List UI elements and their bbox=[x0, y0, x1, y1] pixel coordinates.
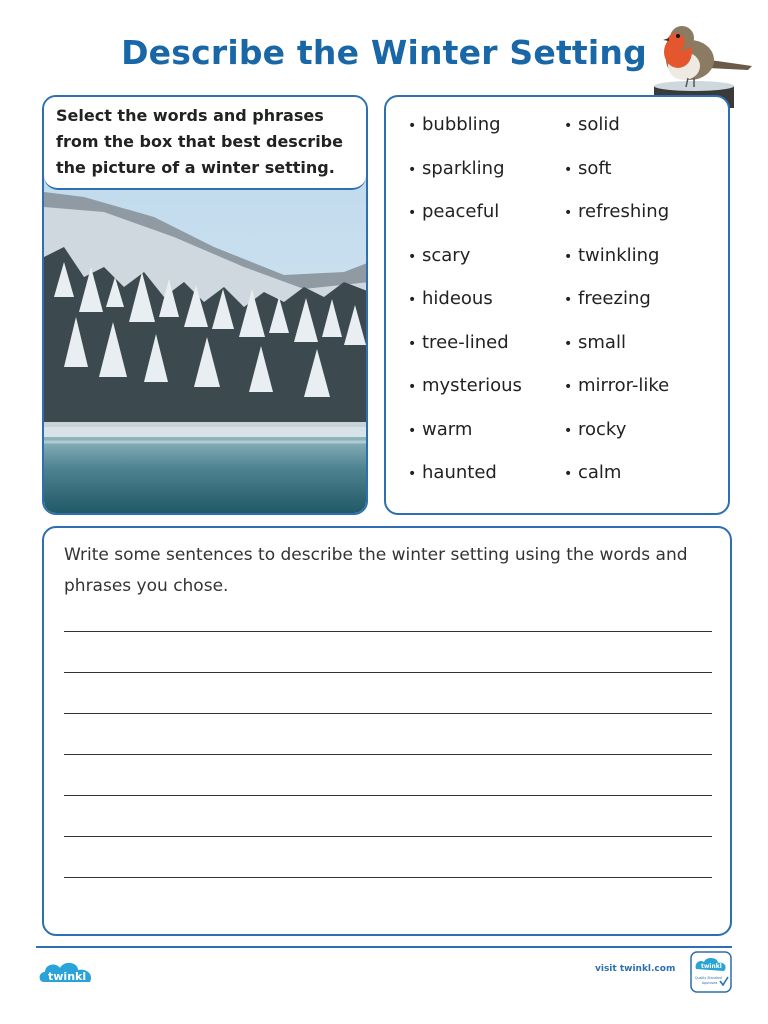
word-bank-item bbox=[564, 158, 611, 179]
writing-line[interactable] bbox=[64, 754, 712, 755]
bullet-icon: • bbox=[564, 161, 573, 178]
footer-divider bbox=[36, 946, 732, 948]
word-label: calm bbox=[578, 462, 622, 483]
word-label: tree-lined bbox=[422, 331, 509, 353]
bullet-icon: • bbox=[564, 466, 573, 482]
quality-badge bbox=[690, 951, 732, 993]
bullet-icon: • bbox=[564, 335, 573, 352]
bullet-icon: • bbox=[408, 118, 417, 134]
instruction-text: Select the words and phrases from the box that best describe the picture of a winter setting. bbox=[44, 97, 366, 190]
winter-photo-panel bbox=[42, 95, 368, 515]
word-bank-item bbox=[408, 201, 499, 222]
word-bank-item bbox=[564, 462, 621, 483]
svg-text:twinkl: twinkl bbox=[48, 970, 87, 983]
bullet-icon: • bbox=[408, 379, 417, 395]
word-bank-item bbox=[408, 114, 501, 135]
word-label: warm bbox=[422, 418, 473, 440]
writing-line[interactable] bbox=[64, 795, 712, 796]
word-bank-item bbox=[564, 201, 669, 222]
word-bank-item bbox=[408, 245, 470, 266]
word-bank-item bbox=[408, 375, 522, 396]
word-label: solid bbox=[578, 114, 620, 135]
svg-text:Approved: Approved bbox=[702, 981, 718, 985]
bullet-icon: • bbox=[408, 335, 417, 352]
word-bank-item bbox=[408, 462, 497, 483]
writing-line[interactable] bbox=[64, 631, 712, 632]
writing-line[interactable] bbox=[64, 877, 712, 878]
word-bank-box bbox=[384, 95, 730, 515]
word-label: twinkling bbox=[578, 244, 660, 266]
bullet-icon: • bbox=[564, 205, 573, 221]
writing-line[interactable] bbox=[64, 713, 712, 714]
word-label: small bbox=[578, 331, 626, 353]
svg-text:twinkl: twinkl bbox=[701, 963, 722, 970]
word-bank-item bbox=[408, 288, 493, 309]
word-bank-item bbox=[564, 288, 651, 309]
word-label: bubbling bbox=[422, 114, 501, 135]
word-bank-item bbox=[564, 114, 620, 135]
word-label: mysterious bbox=[422, 375, 522, 396]
word-bank-item bbox=[408, 332, 509, 353]
word-bank-item bbox=[408, 419, 472, 440]
bullet-icon: • bbox=[564, 422, 573, 439]
word-label: rocky bbox=[578, 418, 627, 440]
bullet-icon: • bbox=[408, 205, 417, 221]
writing-prompt: Write some sentences to describe the winter setting using the words and phrases you chose. bbox=[64, 545, 688, 596]
word-bank-item bbox=[564, 245, 659, 266]
word-label: mirror-like bbox=[578, 375, 670, 396]
bullet-icon: • bbox=[564, 118, 573, 134]
word-label: hideous bbox=[422, 288, 493, 309]
word-bank-item bbox=[564, 332, 626, 353]
word-label: freezing bbox=[578, 288, 651, 309]
word-bank-item bbox=[564, 375, 669, 396]
bullet-icon: • bbox=[564, 248, 573, 265]
twinkl-logo bbox=[36, 956, 100, 988]
word-label: refreshing bbox=[578, 201, 670, 222]
word-bank-item bbox=[564, 419, 626, 440]
bullet-icon: • bbox=[408, 292, 417, 308]
bullet-icon: • bbox=[564, 292, 573, 308]
word-label: sparkling bbox=[422, 157, 505, 179]
bullet-icon: • bbox=[408, 161, 417, 178]
bullet-icon: • bbox=[408, 466, 417, 482]
page-title: Describe the Winter Setting bbox=[121, 33, 647, 72]
bullet-icon: • bbox=[408, 422, 417, 439]
word-label: peaceful bbox=[422, 201, 500, 222]
svg-text:Quality Standard: Quality Standard bbox=[695, 976, 722, 980]
bullet-icon: • bbox=[408, 248, 417, 265]
bullet-icon: • bbox=[564, 379, 573, 395]
writing-line[interactable] bbox=[64, 836, 712, 837]
word-label: scary bbox=[422, 244, 471, 266]
word-bank-item bbox=[408, 158, 505, 179]
writing-line[interactable] bbox=[64, 672, 712, 673]
visit-link[interactable]: visit twinkl.com bbox=[595, 964, 676, 974]
word-label: soft bbox=[578, 157, 612, 179]
word-label: haunted bbox=[422, 462, 497, 483]
writing-box bbox=[42, 526, 732, 936]
